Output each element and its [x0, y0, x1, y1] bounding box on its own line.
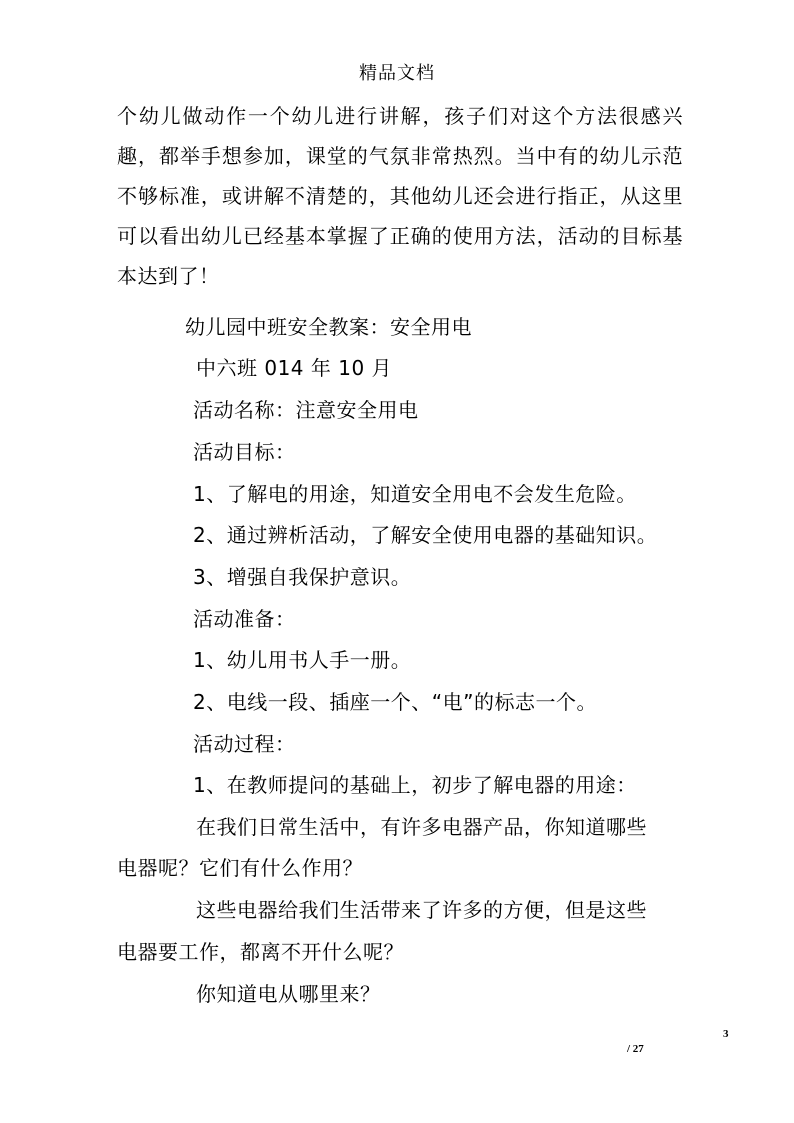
paragraph-text: 个幼儿做动作一个幼儿进行讲解，孩子们对这个方法很感兴趣，都举手想参加，课堂的气氛非常热烈。当中有的幼儿示范不够标准，或讲解不清楚的，其他幼儿还会进行指正，从这里可以看出幼儿已经基本掌握了正确的使用方法，活动的目标基本达到了！ [117, 104, 683, 288]
prep-heading: 活动准备： [193, 607, 296, 631]
prep-item-2: 2、电线一段、插座一个、“电”的标志一个。 [193, 690, 597, 714]
goal-item-3: 3、增强自我保护意识。 [193, 565, 412, 589]
page-header-title: 精品文档 [359, 63, 435, 84]
goal-item-2: 2、通过辨析活动，了解安全使用电器的基础知识。 [193, 523, 658, 547]
goal-item-1: 1、了解电的用途，知道安全用电不会发生危险。 [193, 482, 637, 506]
question-2-line-2: 电器要工作，都离不开什么呢？ [117, 940, 404, 964]
activity-name: 活动名称：注意安全用电 [193, 398, 419, 422]
process-item-1: 1、在教师提问的基础上，初步了解电器的用途： [193, 773, 637, 797]
paragraph-intro [117, 96, 683, 296]
process-heading: 活动过程： [193, 732, 296, 756]
page-number: 3 [723, 1028, 729, 1040]
class-date: 中六班 014 年 10 月 [196, 356, 393, 380]
question-2-line-1: 这些电器给我们生活带来了许多的方便，但是这些 [196, 898, 647, 922]
question-1-line-1: 在我们日常生活中，有许多电器产品，你知道哪些 [196, 815, 647, 839]
page-total: / 27 [627, 1043, 644, 1055]
lesson-title: 幼儿园中班安全教案：安全用电 [185, 315, 472, 339]
question-1-line-2: 电器呢？它们有什么作用？ [117, 856, 363, 880]
question-3: 你知道电从哪里来？ [196, 982, 381, 1006]
goals-heading: 活动目标： [193, 440, 296, 464]
prep-item-1: 1、幼儿用书人手一册。 [193, 648, 412, 672]
